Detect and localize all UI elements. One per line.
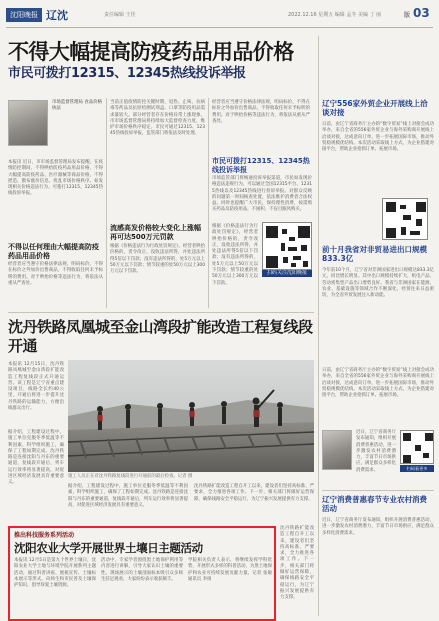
rail-photo-image (68, 360, 314, 472)
rail-photo (68, 360, 314, 472)
lead-col3-head: 市民可拨打12315、12345热线投诉举报 (212, 157, 310, 174)
rail-headline: 沈丹铁路凤凰城至金山湾段扩能改造工程复线段开通 (8, 318, 313, 355)
reporter-photo (322, 430, 352, 470)
lead-col1-text: 本报讯 近日，市市场监督管理局发布提醒，在疫情防控期间，不得哄抬防疫药品用品价格，不得大幅提高防疫药品、医疗器械等商品价格，不得捏造、散布涨价信息，扰乱市场价格秩序。如发现相关价格违法行为，可拨打12315、12345热线投诉举报。 (8, 160, 103, 197)
section-divider (8, 312, 314, 313)
section-title: 辽沈 (46, 9, 68, 22)
lead-col2-head: 流感高发价格较大变化上涨幅再可达500万元罚款 (110, 224, 201, 241)
rail-col-text-c1: 据介绍，工程建设过程中，施工单位克服冬季低温等不利因素，科学组织施工，确保了工程如期完成。沈丹铁路是连接沈阳与丹东的重要通道，复线段开通后，列车运行效率将显著提高，对促进区域经济发展具有重要意义。 (68, 484, 188, 508)
lead-col2-text-b: 根据《价格违法行为行政处罚规定》，经营者哄抬价格的，责令改正，没收违法所得，并处违法所得5倍以下罚款；没有违法所得的，处5万元以上50万元以下罚款；情节较重的处50万元以上300万元以下罚款。 (110, 244, 205, 275)
lead-col2-text: 当前正值疫情防控关键时期，退热、止咳、抗病毒等药品及抗原检测试剂盒、口罩等防疫用品需求量较大。部分经营者存在价格异常上涨现象，市市场监督管理局将持续加大监督检查力度，维护市场价格秩序稳定。市民可通过12315、12345热线投诉举报，监管部门将依法及时处理。 (110, 100, 205, 137)
editor-line: 责任编辑 王佳 (104, 12, 136, 18)
box-col3-text: 学院相关负责人表示，将继续发挥学科优势，开展形式多样的科普活动，为黑土地保护和农业可持续发展贡献力量。记者 张敏 通讯员 李扬 (188, 558, 272, 582)
intro-box: 市场监督管理局 食品价格执法 (52, 100, 102, 112)
masthead-logo: 沈阳晚报 (6, 8, 42, 22)
right-qr-code-2 (400, 430, 434, 464)
date-info: 2022.12.16 星期五 编辑 孟冬 美编 丁 丽 (288, 12, 382, 18)
qr-code (262, 222, 312, 270)
portrait-photo (8, 100, 48, 146)
side-text: 沈丹铁路扩能改造工程自开工以来，建设者们坚持高标准、严要求，全力推进各项工作。下一步，相关部门将做好运营保障，确保线路安全平稳运行，为辽宁振兴发展提供有力支撑。 (280, 526, 314, 601)
box-col1-text: 本报讯 12月5日是第九个世界土壤日，沈阳农业大学土地与环境学院开展系列主题活动，通过科普讲座、展板宣传、土壤标本展示等形式，向师生和市民普及土壤保护知识，倡导珍爱土壤资源。 (14, 558, 96, 589)
lead-col1-text-b: 经营者应当遵守价格法律法规，明码标价，不得在标价之外加价出售商品，不得收取任何未予标明的费用。对于哄抬价格等违法行为，将依法从重从严查处。 (8, 262, 103, 286)
box-tag: 推出科技服务系列活动 (14, 532, 75, 539)
lead-subhead: 市民可拨打12315、12345热线投诉举报 (8, 66, 246, 81)
lead-col1-head: 不得以任何理由大幅提高防疫药品用品价格 (8, 243, 99, 260)
official-portrait (8, 100, 48, 146)
right-qr-code (382, 198, 428, 240)
page-header (6, 6, 433, 28)
column-divider (106, 98, 107, 308)
right-text-2b: 日前，由辽宁省商务厅主办的“数字贸易”线上对接会成功举办，来自全省的556家外贸企业与海外采购商开展线上洽谈对接，达成意向订单，进一步拓展国际市场，推动外贸稳规模优结构。本次活动采取线上方式，为企业搭建对接平台，帮助企业抢抓订单、拓展市场。 (322, 368, 434, 399)
box-headline: 沈阳农业大学开展世界土壤日主题活动 (14, 541, 203, 555)
right-head-2: 前十月我省对非贸易进出口规模833.3亿 (322, 245, 427, 263)
lead-col3-text: 市场监管部门将畅通投诉举报渠道，市民如发现价格违法违规行为，可以通过全国12315平台、12315热线以及12345热线进行投诉举报。对群众反映的问题第一时间核查处置，依法维护消费者合法权益。同时也提醒广大市民，保持理性消费，按需购买药品及防疫用品，不囤积、不盲目跟风购买。 (212, 176, 312, 213)
lead-col3-text-b: 根据《价格违法行为行政处罚规定》，经营者哄抬价格的，责令改正，没收违法所得，并处违法所得5倍以下罚款；没有违法所得的，处5万元以上50万元以下罚款；情节较重的处50万元以上300万元以下罚款。 (212, 224, 258, 286)
right-photo-text: 近日，辽宁省商务厅发布通知，组织开展消费普惠活动，进一步激发农村消费潜力，丰富节日市场供应，满足群众多样化消费需求。 (356, 430, 396, 473)
right-text-3: 近日，辽宁省商务厅发布通知，组织开展消费普惠活动，进一步激发农村消费潜力，丰富节日市场供应，满足群众多样化消费需求。 (322, 518, 434, 536)
rail-col-text-b: 据介绍，工程建设过程中，施工单位克服冬季低温等不利因素，科学组织施工，确保了工程如期完成。沈丹铁路是连接沈阳与丹东的重要通道，复线段开通后，列车运行效率将显著提高，对促进区域经济发展具有重要意义。 (8, 430, 64, 486)
page-number-value: 03 (413, 6, 430, 20)
page-number (404, 6, 430, 20)
lead-col3-intro: 经营者应当遵守价格法律法规，明码标价，不得在标价之外加价出售商品，不得收取任何未予标明的费用。对于哄抬价格等违法行为，将依法从重从严查处。 (212, 100, 310, 124)
box-col2-text: 活动中，专家学者围绕黑土地保护利用等内容进行讲解，引导大家认识土壤的重要性。现场展示的土壤剖面标本吸引众多师生驻足观看，大家纷纷表示收获颇丰。 (101, 558, 183, 582)
right-text-1: 日前，由辽宁省商务厅主办的“数字贸易”线上对接会成功举办，来自全省的556家外贸企业与海外采购商开展线上洽谈对接，达成意向订单，进一步拓展国际市场，推动外贸稳规模优结构。本次活动采取线上方式，为企业搭建对接平台，帮助企业抢抓订单、拓展市场。 (322, 122, 434, 153)
rail-col-text-c2: 沈丹铁路扩能改造工程自开工以来，建设者们坚持高标准、严要求，全力推进各项工作。下一步，相关部门将做好运营保障，确保线路安全平稳运行，为辽宁振兴发展提供有力支撑。 (194, 484, 314, 502)
page-label: 版 (404, 12, 411, 19)
right-photo-row (322, 430, 434, 486)
right-divider (322, 490, 434, 491)
right-column-divider (318, 36, 319, 616)
column-divider (208, 98, 209, 308)
right-head-1: 辽宁556家外贸企业开展线上洽谈对接 (322, 99, 428, 117)
right-head-3: 辽宁消费普惠春节专业农村消费活动 (322, 495, 427, 513)
lead-headline: 不得大幅提高防疫药品用品价格 (8, 40, 294, 64)
right-qr-caption: 扫码看更多 (400, 465, 434, 472)
qr-caption: 扫码关注沈阳晚报 (262, 270, 312, 277)
right-text-2: 今年前10个月，辽宁省对非洲国家进出口规模达833.3亿元，同比增长明显。其中出口规模持续扩大，机电产品、劳动密集型产品出口增势良好。我省与非洲国家在能源、农业、基础设施等领域合作不断深化，经贸往来日益密切，为全省外贸发展注入新动能。 (322, 268, 434, 299)
rail-photo-caption: 施工人员正在对沈丹铁路复线段进行开通前的最后检查。记者 摄 (68, 474, 193, 479)
rail-col-text-a: 本报讯 12月15日，沈丹铁路凤凰城至金山湾段扩能改造工程复线段正式开通运营。该工程是辽宁省重点建设项目，线路全长约40公里，开通后将进一步提升沈丹铁路的运输能力，方便沿线群众出行。 (8, 362, 64, 412)
